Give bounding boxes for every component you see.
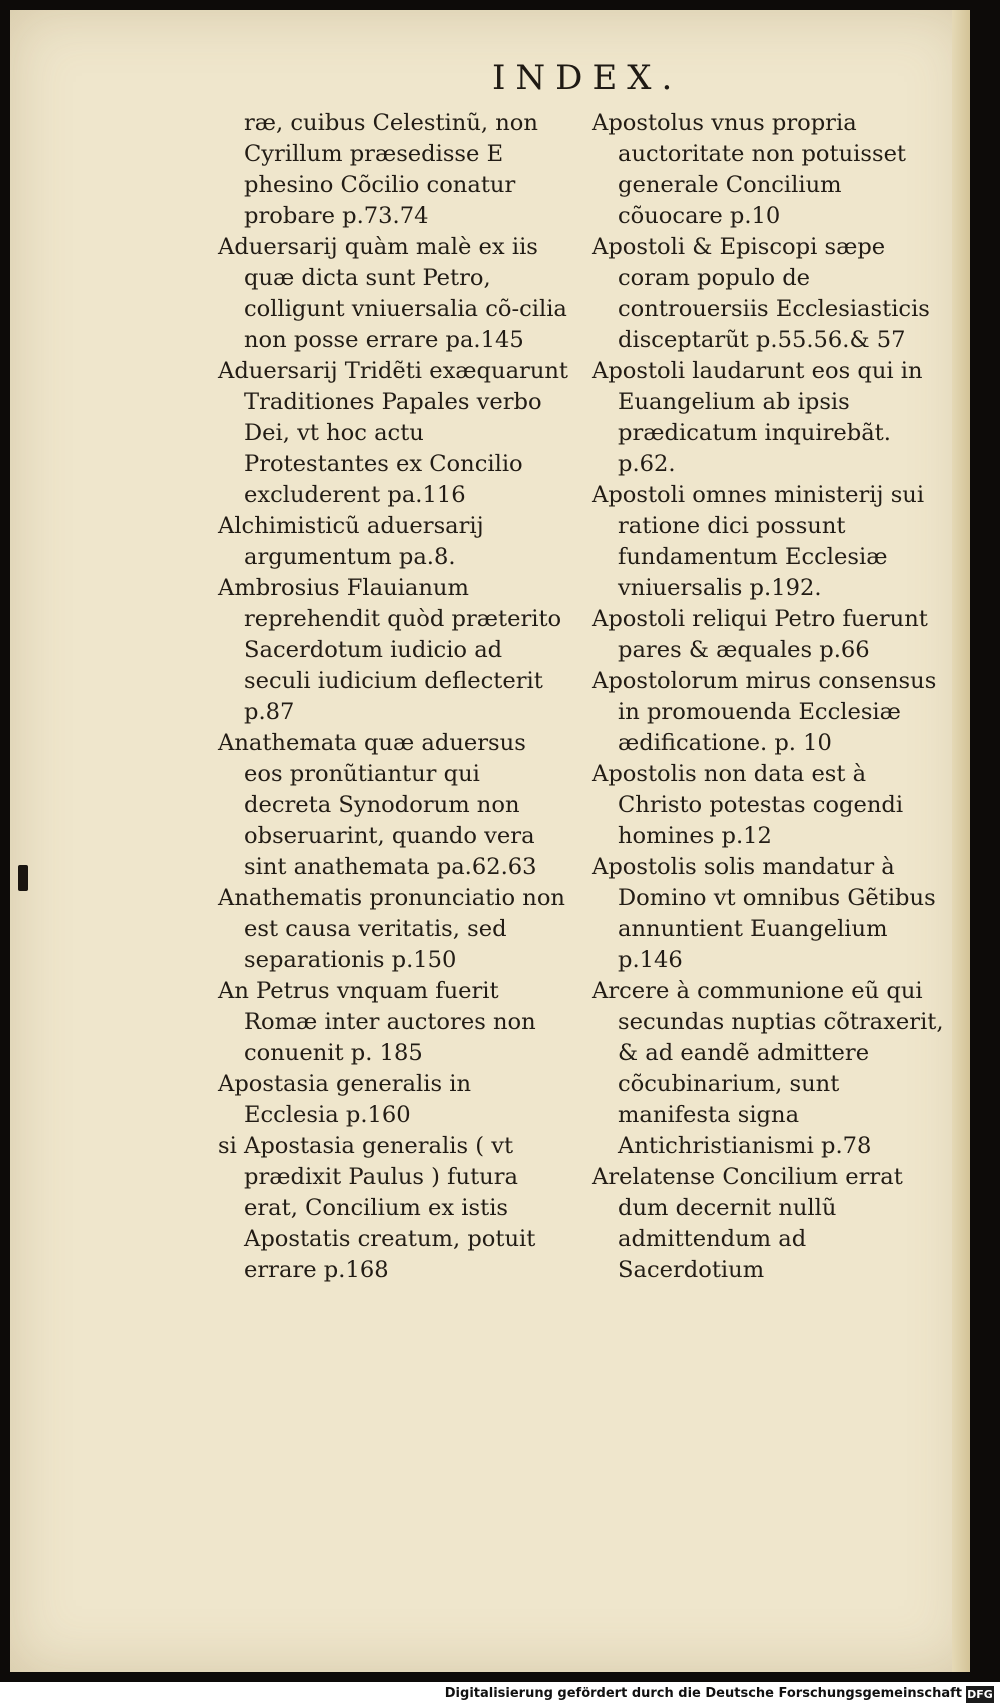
- index-column-right: [592, 108, 952, 1286]
- index-entry: Apostoli laudarunt eos qui in Euangelium ab ipsis prædicatum inquirebãt. p.62.: [592, 358, 923, 477]
- index-entry: Anathematis pronunciatio non est causa veritatis, sed separationis p.150: [218, 885, 565, 973]
- binding-mark: [18, 865, 28, 891]
- page-edge: [952, 10, 970, 1672]
- index-entry: Anathemata quæ aduersus eos pronũtiantur qui decreta Synodorum non obseruarint, quando vera sint anathemata pa.62.63: [218, 730, 537, 880]
- index-entry: Ambrosius Flauianum reprehendit quòd præterito Sacerdotum iudicio ad seculi iudicium deflecterit p.87: [218, 575, 562, 725]
- dfg-logo: DFG: [967, 1688, 993, 1701]
- index-entry: Arelatense Concilium errat dum decernit nullũ admittendum ad Sacerdotium: [592, 1164, 903, 1283]
- index-entry: Aduersarij quàm malè ex iis quæ dicta sunt Petro, colligunt vniuersalia cõ-cilia non posse errare pa.145: [218, 234, 567, 353]
- index-entry: Apostolorum mirus consensus in promouenda Ecclesiæ ædificatione. p. 10: [592, 668, 937, 756]
- book-page: [10, 10, 970, 1672]
- index-entry: Apostasia generalis in Ecclesia p.160: [218, 1071, 472, 1128]
- index-column-left: [218, 108, 568, 1286]
- index-entry: ræ, cuibus Celestinũ, non Cyrillum præsedisse E phesino Cõcilio conatur probare p.73.74: [244, 110, 538, 229]
- funding-credit: Digitalisierung gefördert durch die Deutsche Forschungsgemeinschaft: [444, 1686, 962, 1701]
- index-entry: Arcere à communione eũ qui secundas nuptias cõtraxerit, & ad eandẽ admittere cõcubinarium, sunt manifesta signa Antichristianismi p.78: [592, 978, 944, 1159]
- page-title: INDEX.: [492, 58, 683, 98]
- index-entry: Apostoli reliqui Petro fuerunt pares & æquales p.66: [592, 606, 928, 663]
- index-entry: An Petrus vnquam fuerit Romæ inter auctores non conuenit p. 185: [218, 978, 536, 1066]
- index-entry: Apostoli & Episcopi sæpe coram populo de controuersiis Ecclesiasticis disceptarũt p.55.56.& 57: [592, 234, 930, 353]
- index-entry: Apostoli omnes ministerij sui ratione dici possunt fundamentum Ecclesiæ vniuersalis p.192.: [592, 482, 925, 601]
- footer-bar: [0, 1682, 1000, 1708]
- index-entry: Alchimisticũ aduersarij argumentum pa.8.: [218, 513, 484, 570]
- index-entry: Aduersarij Tridẽti exæquarunt Traditiones Papales verbo Dei, vt hoc actu Protestantes ex Concilio excluderent pa.116: [218, 358, 569, 508]
- index-entry: Apostolis non data est à Christo potestas cogendi homines p.12: [592, 761, 904, 849]
- index-entry: Apostolus vnus propria auctoritate non potuisset generale Concilium cõuocare p.10: [592, 110, 907, 229]
- index-entry: Apostolis solis mandatur à Domino vt omnibus Gẽtibus annuntient Euangelium p.146: [592, 854, 936, 973]
- index-entry: si Apostasia generalis ( vt prædixit Paulus ) futura erat, Concilium ex istis Apostatis creatum, potuit errare p.168: [218, 1133, 536, 1283]
